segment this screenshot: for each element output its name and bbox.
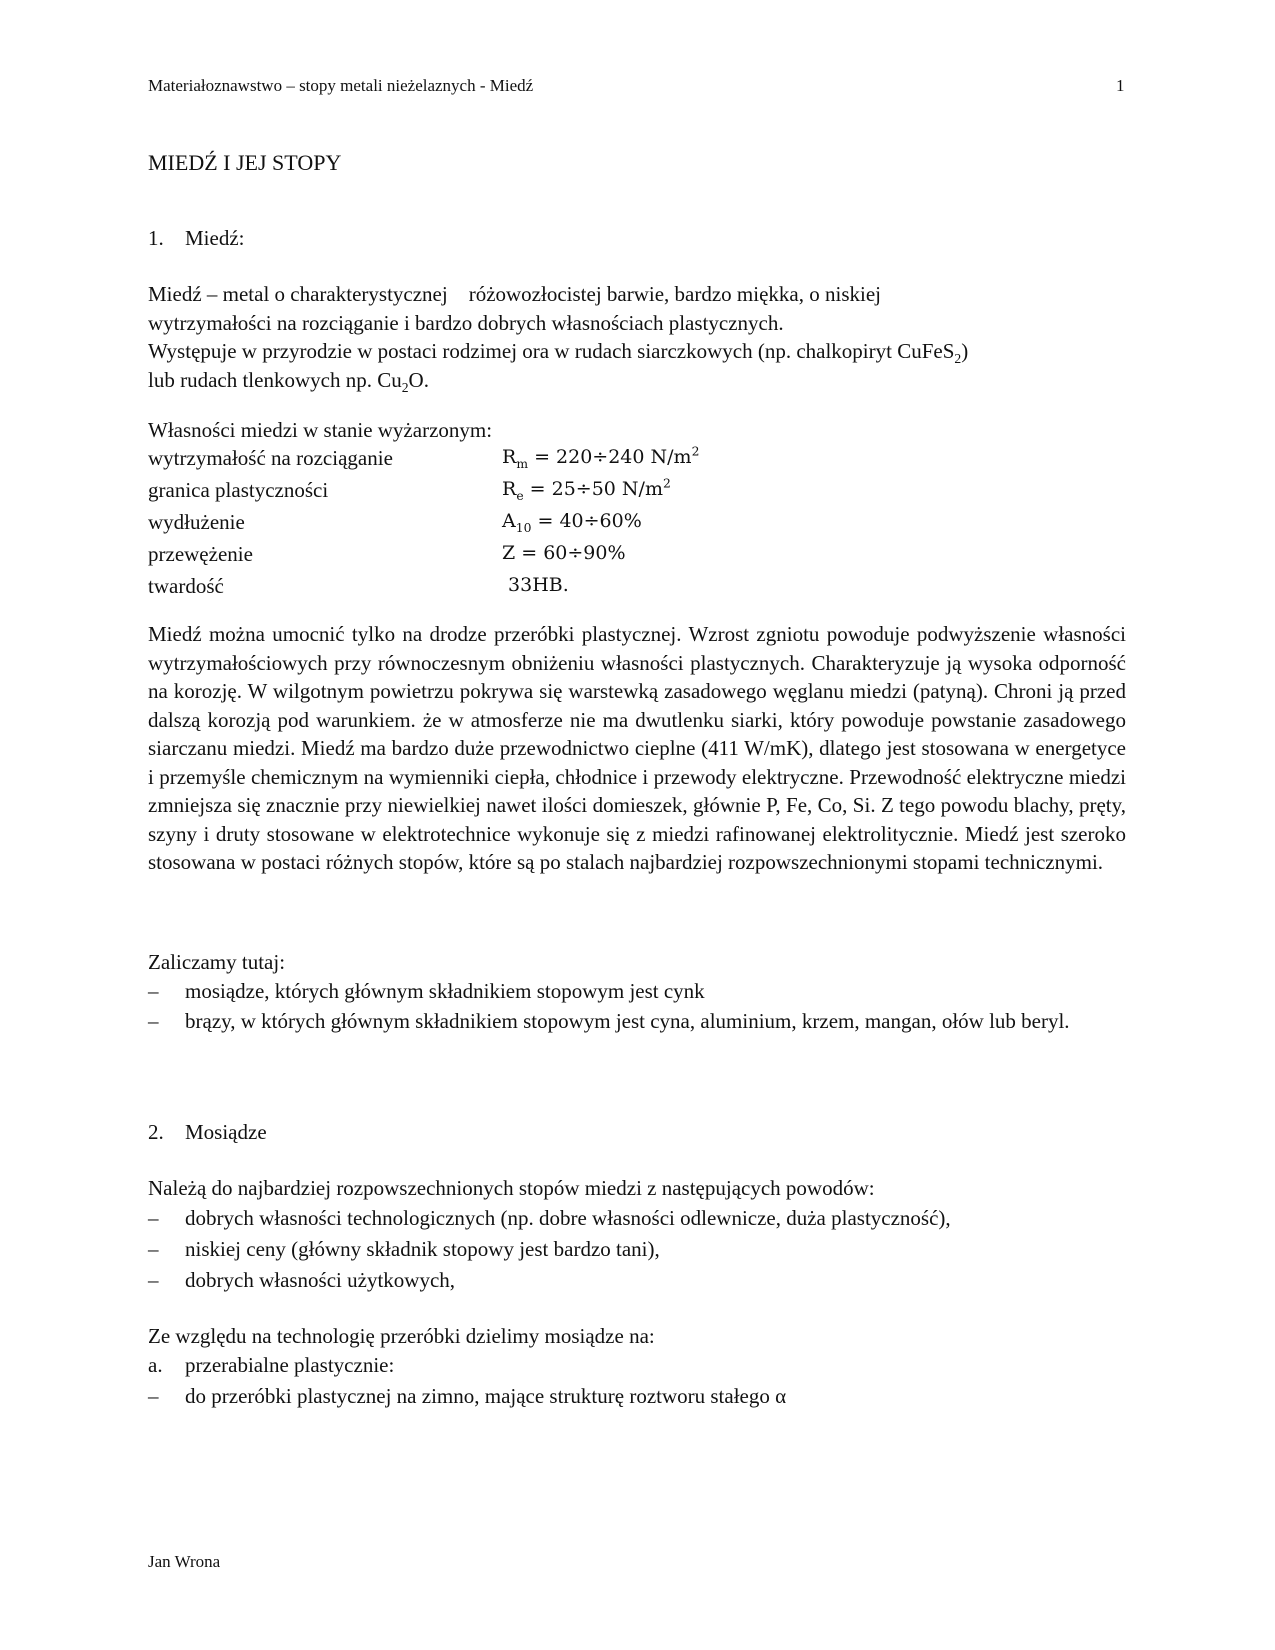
include-heading: Zaliczamy tutaj: [148, 950, 286, 974]
list-item: – do przeróbki plastycznej na zimno, mające strukturę roztworu stałego α [148, 1381, 1126, 1412]
reasons-list [148, 1203, 1126, 1296]
property-name: wytrzymałość na rozciąganie [148, 446, 393, 470]
property-name: przewężenie [148, 542, 253, 566]
property-value: 33HB. [502, 574, 569, 596]
property-name: twardość [148, 574, 224, 598]
division-list [148, 1350, 1126, 1412]
letter-label: a. [148, 1353, 163, 1377]
page-number: 1 [1116, 76, 1125, 95]
properties-heading: Własności miedzi w stanie wyżarzonym: [148, 418, 493, 442]
section-title: Miedź: [185, 226, 245, 250]
dash-bullet-icon: – [148, 979, 159, 1003]
brass-intro: Należą do najbardziej rozpowszechnionych stopów miedzi z następujących powodów: [148, 1176, 875, 1200]
section-2-heading [148, 1120, 267, 1145]
occurrence-line: Występuje w przyrodzie w postaci rodzimej ora w rudach siarczkowych (np. chalkopiryt CuFeS$_2$) [148, 339, 969, 367]
property-value: $A_{10} = 40\div 60\%$ [502, 510, 642, 535]
list-item: – brązy, w których głównym składnikiem stopowym jest cyna, aluminium, krzem, mangan, ołów lub beryl. [148, 1007, 1126, 1036]
list-item: – mosiądze, których głównym składnikiem stopowym jest cynk [148, 976, 1126, 1007]
section-number: 1. [148, 226, 164, 250]
division-intro: Ze względu na technologię przeróbki dzielimy mosiądze na: [148, 1324, 655, 1348]
section-1-heading [148, 226, 244, 251]
intro-line: Miedź – metal o charakterystycznej różowozłocistej barwie, bardzo miękka, o niskiej [148, 282, 881, 306]
running-header: Materiałoznawstwo – stopy metali nieżelaznych - Miedź [148, 76, 534, 95]
list-item: a. przerabialne plastycznie: [148, 1350, 1126, 1381]
list-item: – dobrych własności technologicznych (np. dobre własności odlewnicze, duża plastyczność), [148, 1203, 1126, 1234]
property-value: Z = 60÷90% [502, 542, 626, 564]
list-item: – niskiej ceny (główny składnik stopowy jest bardzo tani), [148, 1234, 1126, 1265]
dash-bullet-icon: – [148, 1384, 159, 1408]
section-title: Mosiądze [185, 1120, 267, 1144]
copper-intro [148, 280, 1126, 394]
dash-bullet-icon: – [148, 1009, 159, 1033]
dash-bullet-icon: – [148, 1237, 159, 1261]
oxide-line: lub rudach tlenkowych np. $Cu_2O$. [148, 367, 429, 395]
property-name: granica plastyczności [148, 478, 329, 502]
intro-line: wytrzymałości na rozciąganie i bardzo dobrych własnościach plastycznych. [148, 310, 784, 335]
property-value: $R_e = 25\div 50$ $N/m^2$ [502, 476, 671, 503]
dash-bullet-icon: – [148, 1268, 159, 1292]
alloy-list [148, 976, 1126, 1036]
footer-author: Jan Wrona [148, 1552, 221, 1571]
dash-bullet-icon: – [148, 1206, 159, 1230]
section-number: 2. [148, 1120, 164, 1144]
list-item: – dobrych własności użytkowych, [148, 1265, 1126, 1296]
copper-body-paragraph: Miedź można umocnić tylko na drodze przeróbki plastycznej. Wzrost zgniotu powoduje podwyższenie własności wytrzymałościowych przy równoczesnym obniżeniu własności plastycznych. Charakteryzuje ją wysoka odporność na korozję. W wilgotnym powietrzu pokrywa się warstewką zasadowego węglanu miedzi (patyną). Chroni ją przed dalszą korozją pod warunkiem. że w atmosferze nie ma dwutlenku siarki, który powoduje powstanie zasadowego siarczanu miedzi. Miedź ma bardzo duże przewodnictwo cieplne (411 W/mK), dlatego jest stosowana w energetyce i przemyśle chemicznym na wymienniki ciepła, chłodnice i przewody elektryczne. Przewodność elektryczne miedzi zmniejsza się znacznie przy niewielkiej nawet ilości domieszek, głównie P, Fe, Co, Si. Z tego powodu blachy, pręty, szyny i druty stosowane w elektrotechnice wykonuje się z miedzi rafinowanej elektrolitycznie. Miedź jest szeroko stosowana w postaci różnych stopów, które są po stalach najbardziej rozpowszechnionymi stopami technicznymi. [148, 622, 1126, 874]
property-name: wydłużenie [148, 510, 245, 534]
document-title: MIEDŹ I JEJ STOPY [148, 150, 342, 175]
property-value: $R_m = 220\div 240$ $N/m^2$ [502, 444, 700, 471]
